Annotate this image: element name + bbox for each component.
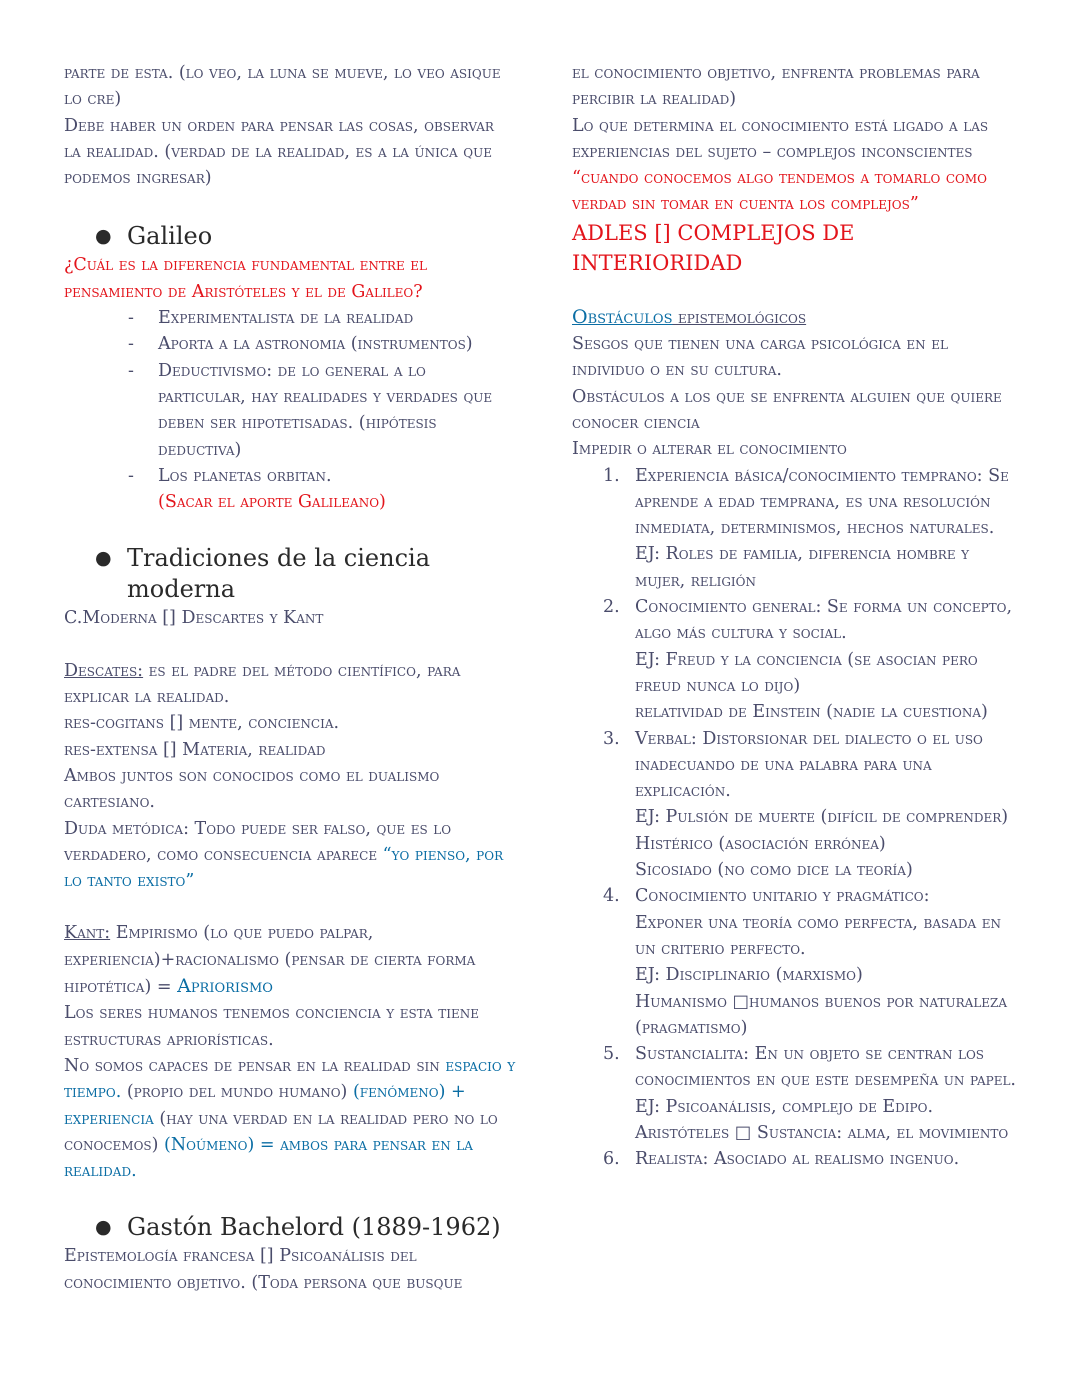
paragraph: No somos capaces de pensar en la realidad sin espacio y tiempo. (propio del mundo humano) (fenómeno) + experiencia (hay una verdad en la realidad pero no lo conocemos) (Noúmeno) = ambos para pensar en la realidad. <box>64 1055 516 1182</box>
paragraph: Debe haber un orden para pensar las cosas, observar la realidad. (verdad de la realidad, es a la única que podemos ingresar) <box>64 115 494 189</box>
obstaculos-list <box>603 463 1022 1173</box>
list-item: 5. Sustancialita: En un objeto se centran los conocimientos en que este desempeña un papel. EJ: Psicoanálisis, complejo de Edipo. Aristóteles □ Sustancia: alma, el movimiento <box>603 1044 1016 1143</box>
paragraph: Ambos juntos son conocidos como el dualismo cartesiano. <box>64 765 440 813</box>
list-item: - Deductivismo: de lo general a lo particular, hay realidades y verdades que deben ser hipotetisadas. (hipótesis deductiva) <box>128 358 516 463</box>
heading-tradiciones: ● Tradiciones de la ciencia moderna <box>95 544 431 604</box>
right-column <box>572 60 1022 1173</box>
complejos-quote: “cuando conocemos algo tendemos a tomarlo como verdad sin tomar en cuenta los complejos” <box>572 168 988 215</box>
obstaculos-title: Obstáculos epistemológicos <box>572 305 807 328</box>
paragraph: Sesgos que tienen una carga psicológica en el individuo o en su cultura. <box>572 334 948 381</box>
apriorismo-term: Apriorismo <box>177 975 273 998</box>
descartes-paragraph: Descates: es el padre del método científico, para explicar la realidad. <box>64 660 461 708</box>
paragraph: Lo que determina el conocimiento está ligado a las experiencias del sujeto – complejos inconscientes “cuando conocemos algo tendemos a tomarlo como verdad sin tomar en cuenta los complejos” <box>572 115 989 215</box>
paragraph: Epistemología francesa [] Psicoanálisis del conocimiento objetivo. (Toda persona que busque <box>64 1246 463 1293</box>
heading-bachelord: ● Gastón Bachelord (1889-1962) <box>95 1213 501 1242</box>
adles-heading: ADLES [] COMPLEJOS DE INTERIORIDAD <box>572 220 855 275</box>
list-item: 6. Realista: Asociado al realismo ingenuo. <box>603 1149 960 1170</box>
bullet-icon: ● <box>95 1216 112 1239</box>
paragraph: Obstáculos a los que se enfrenta alguien que quiere conocer ciencia <box>572 386 1002 433</box>
list-item: 1. Experiencia básica/conocimiento temprano: Se aprende a edad temprana, es una resolución inmediata, determinismos, hechos naturales. EJ: Roles de familia, diferencia hombre y mujer, religión <box>603 465 1009 591</box>
list-item: - Aporta a la astronomia (instrumentos) <box>128 331 516 357</box>
list-item: 4. Conocimiento unitario y pragmático: Exponer una teoría como perfecta, basada en un criterio perfecto. EJ: Disciplinario (marxismo) Humanismo □humanos buenos por naturaleza (pragmatismo) <box>603 886 1008 1038</box>
paragraph: Duda metódica: Todo puede ser falso, que es lo verdadero, como consecuencia aparece “yo pienso, por lo tanto existo” <box>64 818 504 892</box>
descartes-label: Descates: <box>64 660 144 681</box>
list-item: - Experimentalista de la realidad <box>128 305 516 331</box>
paragraph: res-cogitans [] mente, conciencia. <box>64 713 340 734</box>
paragraph: Los seres humanos tenemos conciencia y esta tiene estructuras apriorísticas. <box>64 1003 480 1050</box>
list-item: - Los planetas orbitan. (Sacar el aporte Galileano) <box>128 463 516 516</box>
paragraph: Impedir o alterar el conocimiento <box>572 439 847 460</box>
galileo-list <box>128 305 516 515</box>
cogito-quote: “yo pienso, por lo tanto existo” <box>64 844 504 892</box>
kant-paragraph: Kant: Empirismo (lo que puedo palpar, experiencia)+racionalismo (pensar de cierta forma hipotética) = Apriorismo <box>64 923 476 998</box>
galileo-note: (Sacar el aporte Galileano) <box>158 492 386 513</box>
paragraph: el conocimiento objetivo, enfrenta problemas para percibir la realidad) <box>572 63 980 110</box>
list-item: 3. Verbal: Distorsionar del dialecto o el uso inadecuando de una palabra para una explicación. EJ: Pulsión de muerte (difícil de comprender) Histérico (asociación errónea) Sicosiado (no como dice la teoría) <box>603 728 1009 881</box>
paragraph: parte de esta. (lo veo, la luna se mueve, lo veo asique lo cre) <box>64 63 501 110</box>
paragraph: C.Moderna [] Descartes y Kant <box>64 608 324 629</box>
left-column <box>64 60 516 1296</box>
list-item: 2. Conocimiento general: Se forma un concepto, algo más cultura y social. EJ: Freud y la conciencia (se asocian pero freud nunca lo dijo) relatividad de Einstein (nadie la cuestiona) <box>603 597 1013 723</box>
bullet-icon: ● <box>95 225 112 248</box>
kant-label: Kant: <box>64 923 111 944</box>
paragraph: res-extensa [] Materia, realidad <box>64 739 326 760</box>
galileo-question: ¿Cuál es la diferencia fundamental entre el pensamiento de Aristóteles y el de Galileo? <box>64 255 428 302</box>
heading-galileo: ● Galileo <box>95 222 213 251</box>
bullet-icon: ● <box>95 547 112 570</box>
